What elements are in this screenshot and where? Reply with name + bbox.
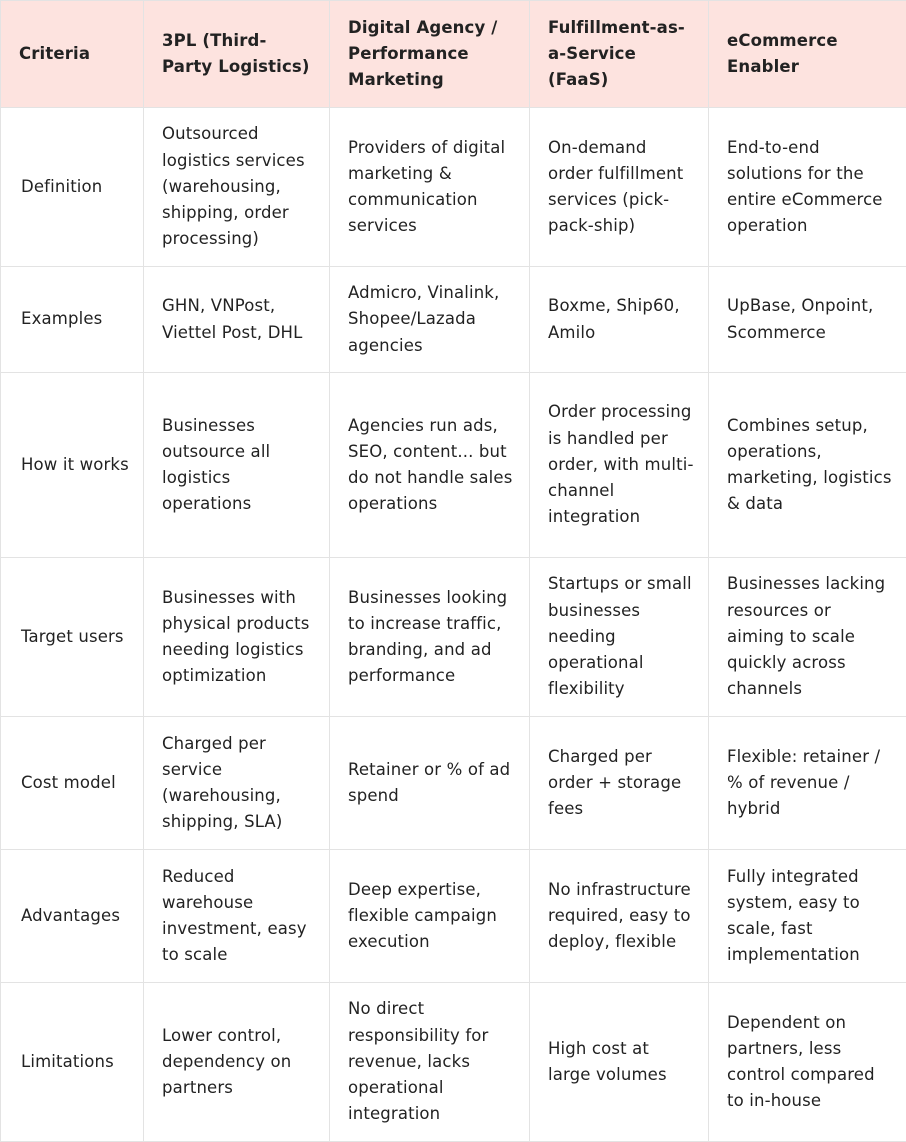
table-cell: GHN, VNPost, Viettel Post, DHL (144, 267, 330, 373)
table-cell: Charged per order + storage fees (530, 717, 709, 850)
table-row-limitations (1, 983, 906, 1142)
table-cell: Lower control, dependency on partners (144, 983, 330, 1142)
table-cell: Fully integrated system, easy to scale, fast implementation (709, 850, 906, 983)
table-row-definition (1, 108, 906, 267)
table-cell: Flexible: retainer / % of revenue / hybrid (709, 717, 906, 850)
row-label: Cost model (1, 717, 144, 850)
table-cell: No infrastructure required, easy to deploy, flexible (530, 850, 709, 983)
table-cell: Reduced warehouse investment, easy to scale (144, 850, 330, 983)
table-cell: End-to-end solutions for the entire eCommerce operation (709, 108, 906, 267)
row-label: Examples (1, 267, 144, 373)
table-cell: Businesses looking to increase traffic, branding, and ad performance (330, 558, 530, 717)
header-row (1, 1, 906, 108)
table-cell: High cost at large volumes (530, 983, 709, 1142)
row-label: Definition (1, 108, 144, 267)
table-cell: Businesses lacking resources or aiming to scale quickly across channels (709, 558, 906, 717)
header-criteria: Criteria (1, 1, 144, 108)
table-row-cost-model (1, 717, 906, 850)
table-cell: Charged per service (warehousing, shipping, SLA) (144, 717, 330, 850)
table-cell: Order processing is handled per order, with multi-channel integration (530, 373, 709, 558)
row-label: How it works (1, 373, 144, 558)
row-label: Advantages (1, 850, 144, 983)
table-row-target-users (1, 558, 906, 717)
table-cell: No direct responsibility for revenue, lacks operational integration (330, 983, 530, 1142)
table-row-how-it-works (1, 373, 906, 558)
table-cell: Boxme, Ship60, Amilo (530, 267, 709, 373)
row-label: Target users (1, 558, 144, 717)
table-cell: Retainer or % of ad spend (330, 717, 530, 850)
table-row-examples (1, 267, 906, 373)
table-row-advantages (1, 850, 906, 983)
header-digital-agency: Digital Agency / Performance Marketing (330, 1, 530, 108)
table-cell: Outsourced logistics services (warehousing, shipping, order processing) (144, 108, 330, 267)
table-cell: UpBase, Onpoint, Scommerce (709, 267, 906, 373)
header-faas: Fulfillment-as-a-Service (FaaS) (530, 1, 709, 108)
table-cell: Startups or small businesses needing operational flexibility (530, 558, 709, 717)
header-ecommerce-enabler: eCommerce Enabler (709, 1, 906, 108)
table-cell: On-demand order fulfillment services (pick-pack-ship) (530, 108, 709, 267)
table-cell: Businesses outsource all logistics operations (144, 373, 330, 558)
table-cell: Deep expertise, flexible campaign execution (330, 850, 530, 983)
row-label: Limitations (1, 983, 144, 1142)
header-3pl: 3PL (Third-Party Logistics) (144, 1, 330, 108)
table-cell: Agencies run ads, SEO, content... but do not handle sales operations (330, 373, 530, 558)
table-cell: Admicro, Vinalink, Shopee/Lazada agencies (330, 267, 530, 373)
table-cell: Combines setup, operations, marketing, logistics & data (709, 373, 906, 558)
table-cell: Providers of digital marketing & communication services (330, 108, 530, 267)
table-cell: Businesses with physical products needing logistics optimization (144, 558, 330, 717)
table-cell: Dependent on partners, less control compared to in-house (709, 983, 906, 1142)
